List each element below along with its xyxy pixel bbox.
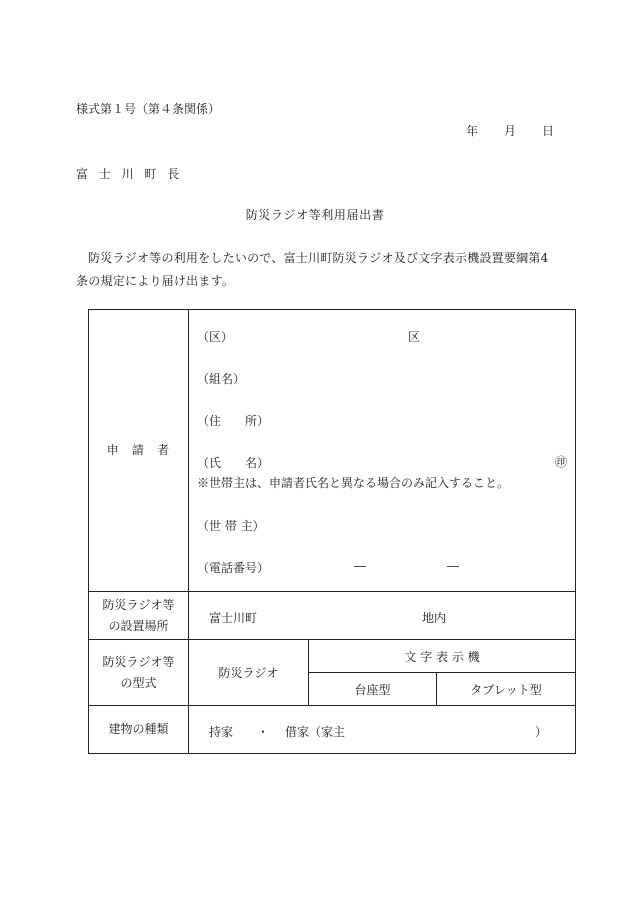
display-header: 文 字 表 示 機	[404, 649, 480, 664]
phone-separator-2: ―	[447, 559, 459, 573]
tablet-option-cell[interactable]	[437, 673, 576, 706]
building-close-paren: ）	[535, 725, 548, 739]
body-text: 防災ラジオ等の利用をしたいので、富士川町防災ラジオ及び文字表示機設置要綱第4条の規定により届け出ます。	[76, 251, 549, 288]
device-type-row-1	[89, 640, 576, 673]
building-row	[89, 706, 576, 754]
tablet-option: タブレット型	[470, 682, 542, 697]
building-rented: 借家（家主	[285, 725, 346, 739]
device-type-label-line2: の型式	[120, 675, 157, 690]
device-type-label-line1: 防災ラジオ等	[102, 654, 175, 669]
location-field-cell[interactable]	[189, 592, 576, 640]
building-field-cell[interactable]	[189, 706, 576, 754]
date-day: 日	[541, 124, 554, 138]
stand-option-cell[interactable]	[309, 673, 437, 706]
applicant-label-cell	[89, 310, 189, 592]
radio-option-cell[interactable]	[189, 640, 309, 706]
householder-label: （世 帯 主）	[197, 519, 265, 533]
phone-separator-1: ―	[354, 559, 366, 573]
householder-note: ※世帯主は、申請者氏名と異なる場合のみ記入すること。	[197, 476, 510, 490]
form-number: 様式第１号（第４条関係）	[76, 102, 221, 116]
location-row	[89, 592, 576, 640]
radio-option: 防災ラジオ	[218, 666, 279, 680]
phone-label: （電話番号）	[197, 561, 270, 575]
building-label: 建物の種類	[108, 722, 169, 736]
location-label-line2: の設置場所	[108, 618, 169, 633]
applicant-fields-cell[interactable]	[189, 310, 576, 592]
display-header-cell	[309, 640, 576, 673]
group-label: （組名）	[197, 372, 246, 386]
date-month: 月	[503, 124, 516, 138]
building-separator: ・	[257, 725, 270, 739]
applicant-row	[89, 310, 576, 592]
location-town: 富士川町	[209, 611, 258, 625]
building-owned: 持家	[209, 725, 234, 739]
application-table	[88, 309, 576, 754]
date-line	[440, 122, 554, 139]
device-type-label-cell	[89, 640, 189, 706]
location-label-cell	[89, 592, 189, 640]
name-label: （氏 名）	[197, 456, 270, 470]
seal-mark: ㊞	[555, 455, 568, 469]
applicant-label: 申請者	[106, 443, 183, 457]
building-label-cell	[89, 706, 189, 754]
recipient: 富士川町長	[76, 167, 191, 181]
document-title: 防災ラジオ等利用届出書	[245, 208, 385, 222]
location-label-line1: 防災ラジオ等	[102, 597, 175, 612]
stand-option: 台座型	[354, 682, 391, 697]
ward-label: （区）	[197, 330, 234, 344]
address-label: （住 所）	[197, 414, 270, 428]
ward-suffix: 区	[408, 330, 421, 344]
date-year: 年	[465, 124, 478, 138]
location-area: 地内	[422, 611, 447, 625]
